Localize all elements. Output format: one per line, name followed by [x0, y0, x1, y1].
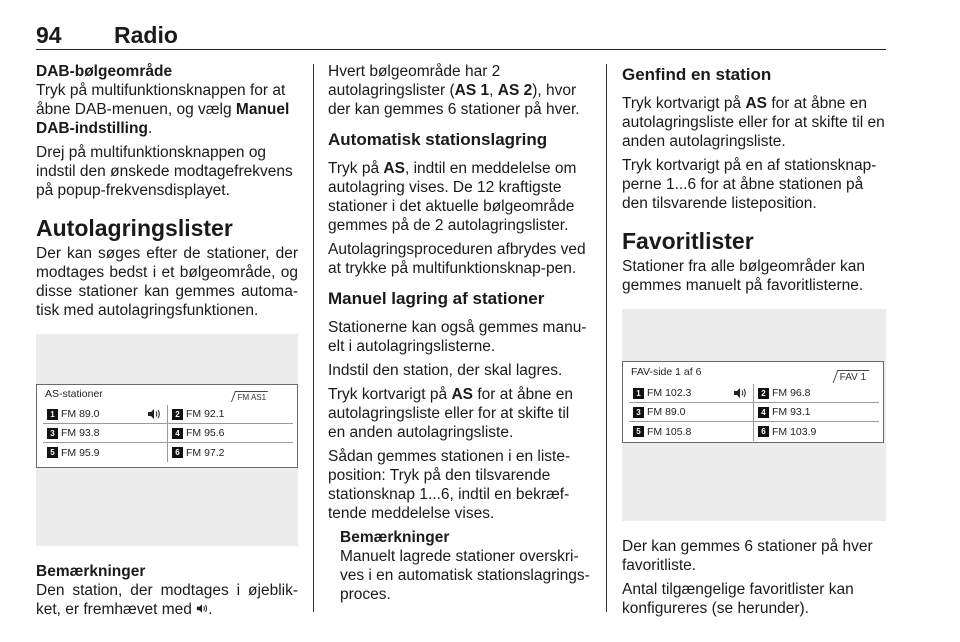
column-divider	[313, 64, 314, 612]
preset-slot-6[interactable]: 6 FM 103.9	[754, 422, 879, 441]
as-stations-panel	[36, 384, 298, 468]
favorites-heading: Favoritlister	[622, 228, 754, 254]
column-3	[622, 62, 886, 623]
autolists-heading: Autolagringslister	[36, 215, 233, 241]
column-1	[36, 62, 298, 624]
preset-slot-2[interactable]: 2 FM 96.8	[754, 384, 879, 403]
dab-paragraph-1: Tryk på multifunktionsknappen for at åbne DAB-menuen, og vælg Manuel DAB-indstilling.	[36, 82, 290, 137]
preset-slot-5[interactable]: 5 FM 105.8	[629, 422, 754, 441]
fav-panel	[622, 361, 884, 443]
column-divider	[606, 64, 607, 612]
as-screen-title: AS-stationer	[45, 388, 103, 400]
as-screen-tag: FM AS1	[231, 391, 268, 402]
preset-slot-5[interactable]: 5 FM 95.9	[43, 443, 168, 462]
preset-slot-1[interactable]: 1 FM 102.3	[629, 384, 754, 403]
speaker-icon	[733, 387, 747, 399]
fav-preset-grid	[629, 384, 879, 441]
manual-store-heading: Manuel lagring af stationer	[328, 289, 545, 308]
preset-slot-4[interactable]: 4 FM 93.1	[754, 403, 879, 422]
autolists-paragraph: Der kan søges efter de stationer, der modtages bedst i et bølgeområde, og disse stationer kan gemmes automa-tisk med autolagringsfunktionen.	[36, 245, 298, 319]
as-preset-grid	[43, 405, 293, 462]
note-heading: Bemærkninger	[36, 563, 146, 580]
manual-paragraph-2: Indstil den station, der skal lagres.	[328, 362, 563, 379]
auto-store-paragraph-1: Tryk på AS, indtil en meddelelse om autolagring vises. De 12 kraftigste stationer i det aktuelle bølgeområde gemmes på de 2 autolagringslister.	[328, 160, 577, 234]
preset-slot-3[interactable]: 3 FM 93.8	[43, 424, 168, 443]
preset-slot-3[interactable]: 3 FM 89.0	[629, 403, 754, 422]
manual-paragraph-3: Tryk kortvarigt på AS for at åbne en autolagringsliste eller for at skifte til en anden autolagringsliste.	[328, 386, 573, 441]
preset-slot-2[interactable]: 2 FM 92.1	[168, 405, 293, 424]
fav-screen-tag: FAV 1	[833, 370, 869, 383]
as-stations-screen	[36, 334, 298, 546]
find-paragraph-2: Tryk kortvarigt på en af stationsknap-perne 1...6 for at åbne stationen på den tilsvarende listeposition.	[622, 157, 877, 212]
note-block	[328, 528, 590, 604]
speaker-icon	[147, 408, 161, 420]
page-header	[36, 18, 886, 50]
favorites-paragraph-2: Der kan gemmes 6 stationer på hver favoritliste.	[622, 538, 873, 574]
manual-paragraph-1: Stationerne kan også gemmes manu-elt i autolagringslisterne.	[328, 319, 587, 355]
preset-slot-1[interactable]: 1 FM 89.0	[43, 405, 168, 424]
dab-heading: DAB-bølgeområde	[36, 63, 173, 80]
auto-store-paragraph-2: Autolagringsproceduren afbrydes ved at trykke på multifunktionsknap-pen.	[328, 241, 586, 277]
fav-screen	[622, 309, 886, 521]
manual-paragraph-4: Sådan gemmes stationen i en liste-position: Tryk på den tilsvarende stationsknap 1...6, indtil en bekræf-tende meddelelse vises.	[328, 448, 571, 522]
column-2	[328, 62, 590, 609]
preset-slot-6[interactable]: 6 FM 97.2	[168, 443, 293, 462]
note-text: Manuelt lagrede stationer overskri-ves i en automatisk stationslagrings-proces.	[340, 548, 590, 603]
note-heading: Bemærkninger	[340, 529, 450, 546]
auto-store-heading: Automatisk stationslagring	[328, 130, 548, 149]
find-station-heading: Genfind en station	[622, 65, 772, 84]
intro-paragraph: Hvert bølgeområde har 2 autolagringslister (AS 1, AS 2), hvor der kan gemmes 6 stationer på hver.	[328, 63, 580, 118]
note-text: Den station, der modtages i øjeblik-ket, er fremhævet med .	[36, 582, 298, 618]
speaker-icon	[196, 603, 208, 614]
find-paragraph-1: Tryk kortvarigt på AS for at åbne en autolagringsliste eller for at skifte til en anden autolagringsliste.	[622, 95, 885, 150]
fav-screen-title: FAV-side 1 af 6	[631, 366, 702, 378]
section-title: Radio	[114, 22, 178, 48]
favorites-paragraph-3: Antal tilgængelige favoritlister kan konfigureres (se herunder).	[622, 581, 854, 617]
page-number: 94	[36, 22, 62, 48]
dab-paragraph-2: Drej på multifunktionsknappen og indstil den ønskede modtagefrekvens på popup-frekvensdisplayet.	[36, 144, 293, 199]
preset-slot-4[interactable]: 4 FM 95.6	[168, 424, 293, 443]
favorites-paragraph-1: Stationer fra alle bølgeområder kan gemmes manuelt på favoritlisterne.	[622, 258, 865, 294]
